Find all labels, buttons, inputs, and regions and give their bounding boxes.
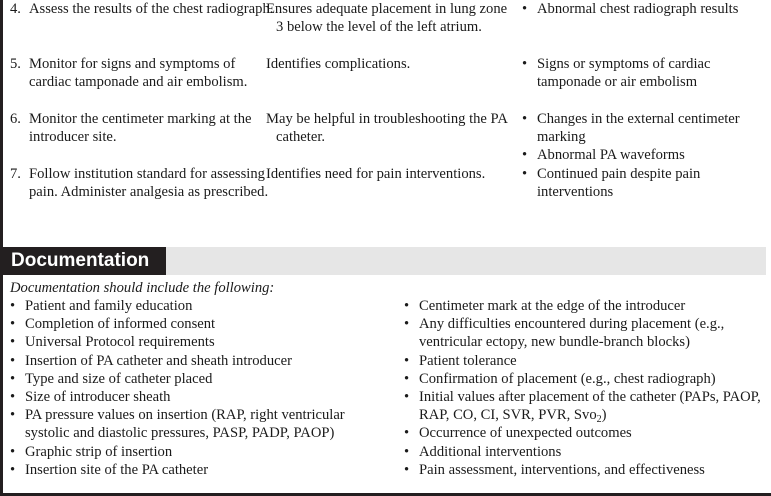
step-rationale: May be helpful in troubleshooting the PA catheter. — [266, 111, 508, 146]
list-item-text-end: ) — [601, 407, 607, 424]
list-item-text: Any difficulties encountered during placement (e.g., ventricular ectopy, new bundle-branch blocks) — [419, 316, 725, 351]
list-item-text: Confirmation of placement (e.g., chest radiograph) — [419, 370, 716, 387]
reportable-text: Continued pain despite pain interventions — [537, 166, 701, 201]
step-action — [10, 165, 274, 201]
bullet-icon: • — [404, 461, 410, 478]
bullet-icon: • — [10, 298, 16, 314]
list-item — [10, 461, 390, 479]
step-action-text: Follow institution standard for assessing pain. Administer analgesia as prescribed. — [29, 166, 269, 201]
step-action — [10, 110, 274, 146]
list-item — [404, 352, 770, 370]
reportable-item — [522, 110, 770, 146]
bullet-icon: • — [404, 316, 410, 333]
bullet-icon: • — [10, 334, 16, 351]
list-item-text: Completion of informed consent — [25, 316, 216, 333]
bullet-icon: • — [10, 461, 16, 478]
bullet-icon: • — [404, 370, 410, 387]
step-number: 5. — [10, 56, 21, 72]
list-item-text: Type and size of catheter placed — [25, 370, 213, 387]
bullet-icon: • — [10, 370, 16, 387]
subscript: 2 — [596, 414, 602, 426]
step-rationale: Identifies need for pain interventions. — [266, 166, 486, 182]
bullet-icon: • — [404, 298, 410, 314]
list-item — [10, 315, 390, 333]
step-action-text: Monitor for signs and symptoms of cardiac tamponade and air embolism. — [29, 56, 248, 91]
step-reportable — [522, 165, 770, 201]
bullet-icon: • — [10, 352, 16, 369]
bullet-icon: • — [10, 316, 16, 333]
list-item-text: Centimeter mark at the edge of the introducer — [419, 298, 686, 314]
reportable-text: Abnormal chest radiograph results — [537, 1, 739, 17]
documentation-list-right — [404, 297, 770, 479]
list-item — [10, 352, 390, 370]
step-action-text: Monitor the centimeter marking at the introducer site. — [29, 111, 252, 146]
list-item-text: Insertion site of the PA catheter — [25, 461, 209, 478]
list-item-text: Pain assessment, interventions, and effectiveness — [419, 461, 705, 478]
list-item — [404, 370, 770, 388]
list-item-text: Universal Protocol requirements — [25, 334, 215, 351]
list-item-text: Graphic strip of insertion — [25, 443, 173, 460]
step-number: 7. — [10, 166, 21, 182]
step-rationale: Ensures adequate placement in lung zone 3 below the level of the left atrium. — [266, 1, 508, 36]
bullet-icon: • — [404, 425, 410, 442]
reportable-text: Signs or symptoms of cardiac tamponade or air embolism — [537, 56, 711, 91]
list-item — [10, 370, 390, 388]
reportable-text: Changes in the external centimeter marking — [537, 111, 740, 146]
bullet-icon: • — [404, 389, 410, 406]
list-item — [10, 297, 390, 315]
step-action — [10, 0, 274, 18]
list-item-text: Patient and family education — [25, 298, 193, 314]
step-action-text: Assess the results of the chest radiograph. — [29, 1, 274, 17]
list-item-text: Size of introducer sheath — [25, 389, 171, 406]
bullet-icon: • — [404, 352, 410, 369]
bullet-icon: • — [522, 166, 528, 182]
step-reportable — [522, 0, 770, 18]
reportable-item — [522, 0, 770, 18]
bullet-icon: • — [10, 443, 16, 460]
step-rationale: Identifies complications. — [266, 56, 411, 72]
step-reportable — [522, 110, 770, 165]
bullet-icon: • — [10, 389, 16, 406]
reportable-item — [522, 55, 770, 91]
list-item — [404, 297, 770, 315]
bullet-icon: • — [522, 1, 528, 17]
bullet-icon: • — [522, 56, 528, 72]
list-item — [10, 333, 390, 351]
step-reportable — [522, 55, 770, 91]
list-item — [10, 406, 385, 442]
reportable-item — [522, 165, 770, 201]
list-item — [10, 443, 390, 461]
list-item-text: PA pressure values on insertion (RAP, right ventricular systolic and diastolic pressures, PASP, PADP, PAOP) — [25, 407, 345, 442]
bullet-icon: • — [522, 111, 528, 127]
list-item — [404, 443, 770, 461]
list-item-text: Additional interventions — [419, 443, 562, 460]
list-item-text: Insertion of PA catheter and sheath introducer — [25, 352, 292, 369]
list-item — [404, 315, 769, 351]
reportable-text: Abnormal PA waveforms — [537, 147, 685, 164]
list-item — [10, 388, 390, 406]
step-number: 6. — [10, 111, 21, 127]
bullet-icon: • — [10, 407, 16, 424]
list-item — [404, 424, 770, 442]
bullet-icon: • — [404, 443, 410, 460]
list-item — [404, 388, 764, 424]
step-action — [10, 55, 274, 91]
documentation-list-left — [10, 297, 390, 479]
list-item-text: Initial values after placement of the catheter (PAPs, PAOP, RAP, CO, CI, SVR, PVR, Svo — [419, 389, 761, 424]
list-item-text: Patient tolerance — [419, 352, 517, 369]
step-number: 4. — [10, 1, 21, 17]
documentation-intro: Documentation should include the following: — [10, 280, 275, 296]
list-item — [404, 461, 770, 479]
section-title: Documentation — [3, 247, 166, 275]
list-item-text: Occurrence of unexpected outcomes — [419, 425, 632, 442]
reportable-item — [522, 146, 770, 164]
bullet-icon: • — [522, 147, 528, 164]
